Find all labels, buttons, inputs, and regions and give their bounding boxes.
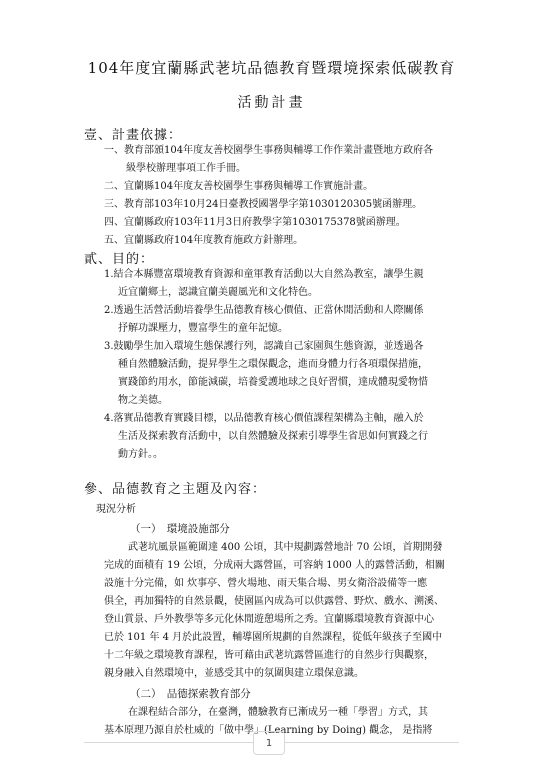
purpose-item: 1.結合本縣豐富環境教育資源和童軍教育活動以大自然為教室，讓學生親 — [104, 269, 424, 280]
section1-heading: 壹、計畫依據： — [84, 128, 183, 143]
purpose-item: 種自然體驗活動，提昇學生之環保觀念，進而身體力行各項環保措施， — [118, 359, 428, 370]
paragraph-line: 已於 101 年 4 月於此設置，輔導園所規劃的自然課程，從低年級孩子至國中 — [104, 632, 443, 643]
paragraph-line: 基本原理乃源自於杜威的「做中學」(Learning by Doing) 觀念， 是指將 — [104, 725, 433, 736]
basis-item: 一、教育部頒104年度友善校園學生事務與輔導工作作業計畫暨地方政府各 — [104, 145, 434, 156]
paragraph-line: 完成的面積有 19 公頃，分成兩大露營區，可容納 1000 人的露營活動，相關 — [104, 560, 445, 571]
purpose-item: 3.鼓勵學生加入環境生態保護行列，認識自己家園與生態資源，並透過各 — [104, 341, 424, 352]
section3-heading: 參、品德教育之主題及內容： — [84, 482, 267, 497]
basis-item: 級學校辦理事項工作手冊。 — [126, 163, 246, 174]
paragraph-line: 設施十分完備，如 炊事亭、營火場地、雨天集合場、男女衛浴設備等一應 — [104, 578, 428, 589]
purpose-item: 生活及探索教育活動中，以自然體驗及探索引導學生省思如何實踐之行 — [118, 431, 428, 442]
paragraph-line: 十二年級之環境教育課程，皆可藉由武荖坑露營區進行的自然步行與觀察， — [104, 650, 434, 661]
status-analysis-label: 現況分析 — [96, 504, 136, 515]
purpose-item: 4.落實品德教育實踐目標，以品德教育核心價值課程架構為主軸，融入於 — [104, 413, 424, 424]
document-subtitle: 活動計畫 — [237, 95, 306, 111]
section2-heading: 貳、目的： — [84, 252, 155, 267]
basis-item: 五、宜蘭縣政府104年度教育施政方針辦理。 — [104, 235, 304, 246]
page-number: 1 — [253, 731, 285, 755]
basis-item: 三、教育部103年10月24日臺教授國署學字第1030120305號函辦理。 — [104, 199, 423, 210]
paragraph-line: 武荖坑風景區範圍達 400 公頃，其中規劃露營地計 70 公頃，首期開發 — [128, 542, 443, 553]
subsection1-title: （一） 環境設施部分 — [130, 523, 230, 535]
purpose-item: 動方針。。 — [118, 449, 163, 460]
purpose-item: 2.透過生活營活動培養學生品德教育核心價值、正當休閒活動和人際關係 — [104, 305, 424, 316]
paragraph-line: 俱全，再加獨特的自然景觀，使園區內成為可以供露營、野炊、戲水、溯溪、 — [104, 596, 444, 607]
footer-divider-left — [84, 742, 253, 743]
purpose-item: 實踐節約用水，節能減碳，培養愛護地球之良好習慣，達成體現愛物惜 — [118, 377, 428, 388]
document-title: 104年度宜蘭縣武荖坑品德教育暨環境探索低碳教育 — [87, 59, 456, 77]
paragraph-line: 登山賞景、戶外教學等多元化休閒遊憩場所之秀。宜蘭縣環境教育資源中心 — [104, 614, 434, 625]
purpose-item: 近宜蘭鄉土，認識宜蘭美麗風光和文化特色。 — [118, 287, 318, 298]
purpose-item: 物之美德。 — [118, 395, 168, 406]
purpose-item: 抒解功課壓力，豐富學生的童年記憶。 — [118, 323, 288, 334]
subsection2-title: （二） 品德探索教育部分 — [130, 688, 251, 700]
paragraph-line: 在課程結合部分，在臺灣，體驗教育已漸成另一種「學習」方式，其 — [128, 707, 428, 718]
basis-item: 四、宜蘭縣政府103年11月3日府教學字第1030175378號函辦理。 — [104, 217, 406, 228]
footer-divider-right — [285, 742, 459, 743]
basis-item: 二、宜蘭縣104年度友善校園學生事務與輔導工作實施計畫。 — [104, 181, 374, 192]
paragraph-line: 親身融入自然環境中，並感受其中的氛圍與建立環保意識。 — [104, 668, 364, 679]
page-footer — [0, 731, 543, 755]
